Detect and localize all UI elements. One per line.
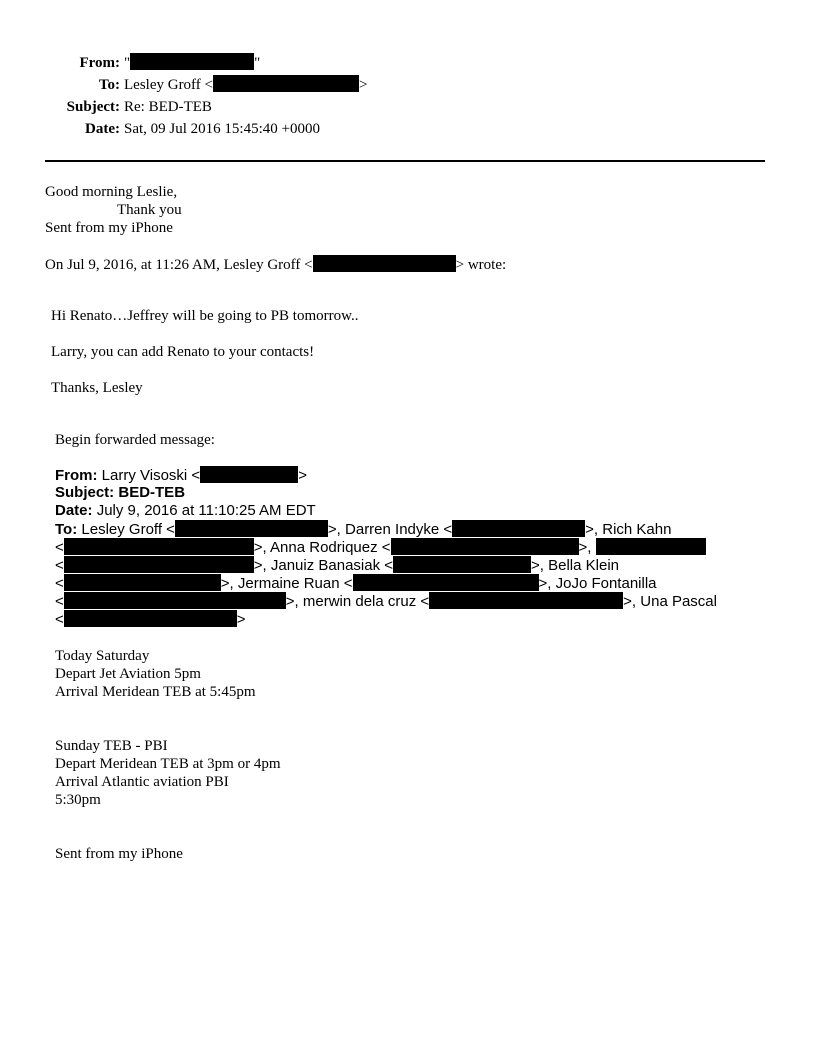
reply-signature: Sent from my iPhone — [45, 220, 173, 236]
forwarded-header — [55, 466, 755, 628]
redaction-bar — [175, 520, 328, 537]
itinerary-line: Depart Jet Aviation 5pm — [55, 666, 201, 682]
email-header — [0, 52, 816, 142]
redaction-bar — [596, 538, 706, 555]
from-value: " " — [124, 55, 261, 71]
itinerary-line: 5:30pm — [55, 792, 101, 808]
fwd-from-label: From: — [55, 467, 98, 484]
fwd-to-label: To: — [55, 521, 78, 538]
quoted-line-3: Thanks, Lesley — [51, 380, 143, 396]
redaction-bar — [452, 520, 585, 537]
fwd-to-row-4: < >, Jermaine Ruan < >, JoJo Fontanilla — [55, 575, 657, 592]
fwd-to-row-3: < >, Januiz Banasiak < >, Bella Klein — [55, 557, 620, 574]
redaction-bar — [313, 255, 456, 272]
itinerary-saturday — [55, 647, 256, 701]
redaction-bar — [64, 538, 254, 555]
fwd-to-row-2: < >, Anna Rodriquez < >, — [55, 538, 755, 556]
header-divider — [45, 160, 765, 162]
fwd-to-row-5: < >, merwin dela cruz < >, Una Pascal — [55, 593, 717, 610]
redaction-bar — [393, 556, 531, 573]
redaction-bar — [64, 574, 221, 591]
redaction-bar — [200, 466, 298, 483]
itinerary-line: Arrival Atlantic aviation PBI — [55, 774, 229, 790]
quote-intro: On Jul 9, 2016, at 11:26 AM, Lesley Groff < > wrote: — [45, 257, 507, 273]
redaction-bar — [429, 592, 623, 609]
reply-greeting: Good morning Leslie, — [45, 184, 178, 200]
fwd-from-row: From: Larry Visoski < > — [55, 467, 307, 484]
redaction-bar — [130, 53, 254, 70]
forwarded-signature: Sent from my iPhone — [55, 846, 183, 862]
redaction-bar — [64, 610, 237, 627]
redaction-bar — [64, 592, 286, 609]
date-value: Sat, 09 Jul 2016 15:45:40 +0000 — [124, 121, 320, 137]
fwd-subject-label: Subject: — [55, 484, 115, 501]
begin-forwarded: Begin forwarded message: — [55, 432, 215, 448]
fwd-subject-row — [55, 484, 755, 502]
reply-thanks: Thank you — [117, 202, 182, 218]
itinerary-line: Sunday TEB - PBI — [55, 738, 168, 754]
fwd-subject-value: BED-TEB — [118, 484, 186, 501]
date-label: Date: — [85, 121, 120, 137]
redaction-bar — [353, 574, 539, 591]
fwd-to-row-1: To: Lesley Groff < >, Darren Indyke < >, Rich Kahn — [55, 521, 672, 538]
itinerary-line: Arrival Meridean TEB at 5:45pm — [55, 684, 256, 700]
subject-value: Re: BED-TEB — [124, 99, 212, 115]
to-label: To: — [98, 77, 120, 93]
fwd-date-label: Date: — [55, 502, 93, 519]
quoted-line-1: Hi Renato…Jeffrey will be going to PB tomorrow.. — [51, 308, 359, 324]
fwd-date-value: July 9, 2016 at 11:10:25 AM EDT — [96, 502, 316, 519]
redaction-bar — [213, 75, 359, 92]
from-label: From: — [79, 55, 120, 71]
subject-label: Subject: — [66, 99, 120, 115]
redaction-bar — [391, 538, 579, 555]
itinerary-line: Depart Meridean TEB at 3pm or 4pm — [55, 756, 281, 772]
itinerary-sunday — [55, 737, 281, 809]
fwd-date-row — [55, 502, 755, 520]
redaction-bar — [64, 556, 254, 573]
itinerary-line: Today Saturday — [55, 648, 150, 664]
to-value: Lesley Groff < > — [124, 77, 368, 93]
fwd-to-row-6: < > — [55, 611, 246, 628]
quoted-line-2: Larry, you can add Renato to your contacts! — [51, 344, 315, 360]
